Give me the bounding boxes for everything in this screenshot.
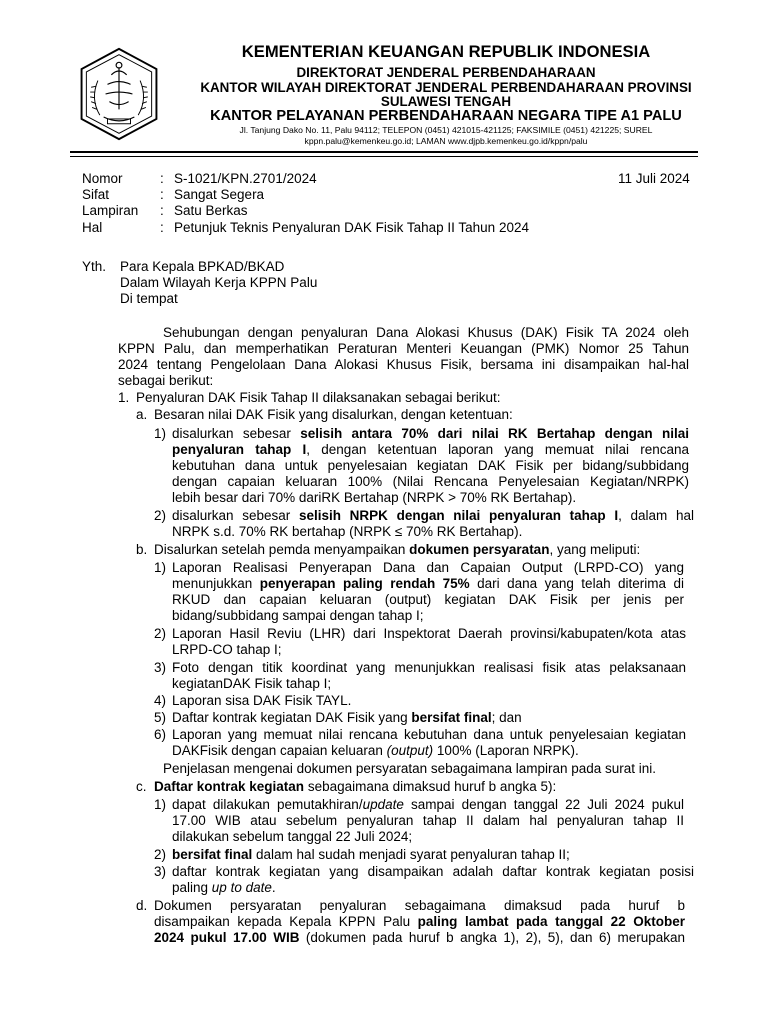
item-b1-line3: RKUD dan capaian keluaran (output) kegiatan DAK Fisik per jenis per (172, 592, 684, 607)
hal-value: Petunjuk Teknis Penyaluran DAK Fisik Tahap II Tahun 2024 (174, 220, 529, 235)
regional-office-name: KANTOR WILAYAH DIREKTORAT JENDERAL PERBENDAHARAAN PROVINSI (200, 80, 692, 95)
item-c1-number: 1) (154, 797, 167, 812)
item-a1-line1: disalurkan sebesar selisih antara 70% dari nilai RK Bertahap dengan nilai (172, 426, 689, 441)
office-address-line2: kppn.palu@kemenkeu.go.id; LAMAN www.djpb.kemenkeu.go.id/kppn/palu (304, 136, 588, 146)
office-name: KANTOR PELAYANAN PERBENDAHARAAN NEGARA TIPE A1 PALU (210, 108, 682, 124)
section-1-text: Penyaluran DAK Fisik Tahap II dilaksanakan sebagai berikut: (136, 390, 501, 405)
item-b5-number: 5) (154, 710, 167, 725)
item-b3-line1: Foto dengan titik koordinat yang menunjukkan realisasi fisik atas pelaksanaan (172, 660, 686, 675)
colon: : (160, 203, 164, 218)
item-d-letter: d. (136, 898, 148, 913)
item-a-letter: a. (136, 407, 148, 422)
item-d-line3: 2024 pukul 17.00 WIB (dokumen pada huruf b angka 1), 2), 5), dan 6) merupakan (154, 930, 685, 945)
lampiran-value: Satu Berkas (174, 203, 248, 218)
ministry-name: KEMENTERIAN KEUANGAN REPUBLIK INDONESIA (241, 42, 651, 61)
item-b4-line1: Laporan sisa DAK Fisik TAYL. (172, 693, 352, 708)
item-c1-line2: 17.00 WIB atau sebelum penyaluran tahap II dalam hal penyaluran tahap II (172, 813, 684, 828)
colon: : (160, 187, 164, 202)
intro-line3: 2024 tentang Pengelolaan Dana Alokasi Khusus Fisik, bersama ini disampaikan hal-hal (118, 357, 689, 372)
office-address-line1: Jl. Tanjung Dako No. 11, Palu 94112; TELEPON (0451) 421015-421125; FAKSIMILE (0451) 421225; SUREL (239, 125, 653, 135)
kemenkeu-logo-icon (71, 46, 167, 142)
item-b6-line1: Laporan yang memuat nilai rencana kebutuhan dana untuk penyelesaian kegiatan (172, 727, 686, 742)
addressee-line1: Para Kepala BPKAD/BKAD (120, 259, 285, 274)
sifat-label: Sifat (82, 187, 110, 202)
item-a2-line2: NRPK s.d. 70% RK bertahap (NRPK ≤ 70% RK Bertahap). (172, 524, 523, 539)
item-c2-line1: bersifat final dalam hal sudah menjadi syarat penyaluran tahap II; (172, 847, 570, 862)
item-a1-line2: penyaluran tahap I, dengan ketentuan laporan yang memuat nilai rencana (172, 442, 689, 457)
item-c2-number: 2) (154, 847, 167, 862)
addressee-line2: Dalam Wilayah Kerja KPPN Palu (120, 275, 318, 290)
item-b-note: Penjelasan mengenai dokumen persyaratan sebagaimana lampiran pada surat ini. (163, 761, 657, 776)
item-c3-number: 3) (154, 864, 167, 879)
item-c1-line1: dapat dilakukan pemutakhiran/update sampai dengan tanggal 22 Juli 2024 pukul (172, 797, 684, 812)
item-b4-number: 4) (154, 693, 167, 708)
item-b3-line2: kegiatanDAK Fisik tahap I; (172, 676, 332, 691)
item-b1-line2: menunjukkan penyerapan paling rendah 75% dari dana yang telah diterima di (172, 576, 685, 591)
item-b6-number: 6) (154, 727, 167, 742)
item-b1-line1: Laporan Realisasi Penyerapan Dana dan Capaian Output (LRPD-CO) yang (172, 560, 684, 575)
item-b-text: Disalurkan setelah pemda menyampaikan dokumen persyaratan, yang meliputi: (154, 542, 641, 557)
item-b-letter: b. (136, 542, 148, 557)
lampiran-label: Lampiran (82, 203, 139, 218)
nomor-value: S-1021/KPN.2701/2024 (174, 171, 317, 186)
sifat-value: Sangat Segera (174, 187, 265, 202)
item-b1-number: 1) (154, 560, 167, 575)
item-c-letter: c. (136, 779, 147, 794)
item-a1-line3: kebutuhan dana untuk penyelesaian kegiatan DAK Fisik per bidang/subbidang (172, 458, 689, 473)
nomor-label: Nomor (82, 171, 123, 186)
directorate-name: DIREKTORAT JENDERAL PERBENDAHARAAN (296, 65, 596, 80)
intro-line4: sebagai berikut: (118, 373, 214, 388)
letter-date: 11 Juli 2024 (618, 171, 690, 186)
item-a2-number: 2) (154, 508, 167, 523)
item-c1-line3: dilakukan sebelum tanggal 22 Juli 2024; (172, 829, 413, 844)
letterhead-rule-thin (70, 156, 698, 157)
item-a1-line4: dengan capaian keluaran 100% (Nilai Rencana Penyelesaian Kegiatan/NRPK) (172, 474, 689, 489)
item-a2-line1: disalurkan sebesar selisih NRPK dengan nilai penyaluran tahap I, dalam hal (172, 508, 694, 523)
item-c3-line2: paling up to date. (172, 880, 276, 895)
letterhead-rule-thick (70, 151, 698, 153)
item-c-text: Daftar kontrak kegiatan sebagaimana dimaksud huruf b angka 5): (154, 779, 557, 794)
item-b5-line1: Daftar kontrak kegiatan DAK Fisik yang bersifat final; dan (172, 710, 522, 725)
hal-label: Hal (82, 220, 103, 235)
item-d-line2: disampaikan kepada Kepala KPPN Palu paling lambat pada tanggal 22 Oktober (154, 914, 685, 929)
item-b6-line2: DAKFisik dengan capaian keluaran (output) 100% (Laporan NRPK). (172, 743, 579, 758)
item-b3-number: 3) (154, 660, 167, 675)
item-b1-line4: bidang/subbidang sampai dengan tahap I; (172, 608, 424, 623)
colon: : (160, 220, 164, 235)
intro-line1: Sehubungan dengan penyaluran Dana Alokasi Khusus (DAK) Fisik TA 2024 oleh (163, 325, 689, 340)
item-a-text: Besaran nilai DAK Fisik yang disalurkan, dengan ketentuan: (154, 407, 513, 422)
intro-line2: KPPN Palu, dan memperhatikan Peraturan Menteri Keuangan (PMK) Nomor 25 Tahun (118, 341, 689, 356)
item-c3-line1: daftar kontrak kegiatan yang disampaikan adalah daftar kontrak kegiatan posisi (172, 864, 694, 879)
addressee-line3: Di tempat (120, 291, 178, 306)
colon: : (160, 171, 164, 186)
item-d-line1: Dokumen persyaratan penyaluran sebagaimana dimaksud pada huruf b (154, 898, 685, 913)
item-a1-number: 1) (154, 426, 167, 441)
item-b2-number: 2) (154, 626, 167, 641)
item-b2-line1: Laporan Hasil Reviu (LHR) dari Inspektorat Daerah provinsi/kabupaten/kota atas (172, 626, 686, 641)
item-a1-line5: lebih besar dari 70% dariRK Bertahap (NRPK > 70% RK Bertahap). (172, 490, 577, 505)
item-b2-line2: LRPD-CO tahap I; (172, 642, 282, 657)
province-name: SULAWESI TENGAH (380, 94, 512, 109)
yth-label: Yth. (82, 259, 107, 274)
section-1-number: 1. (118, 390, 130, 405)
